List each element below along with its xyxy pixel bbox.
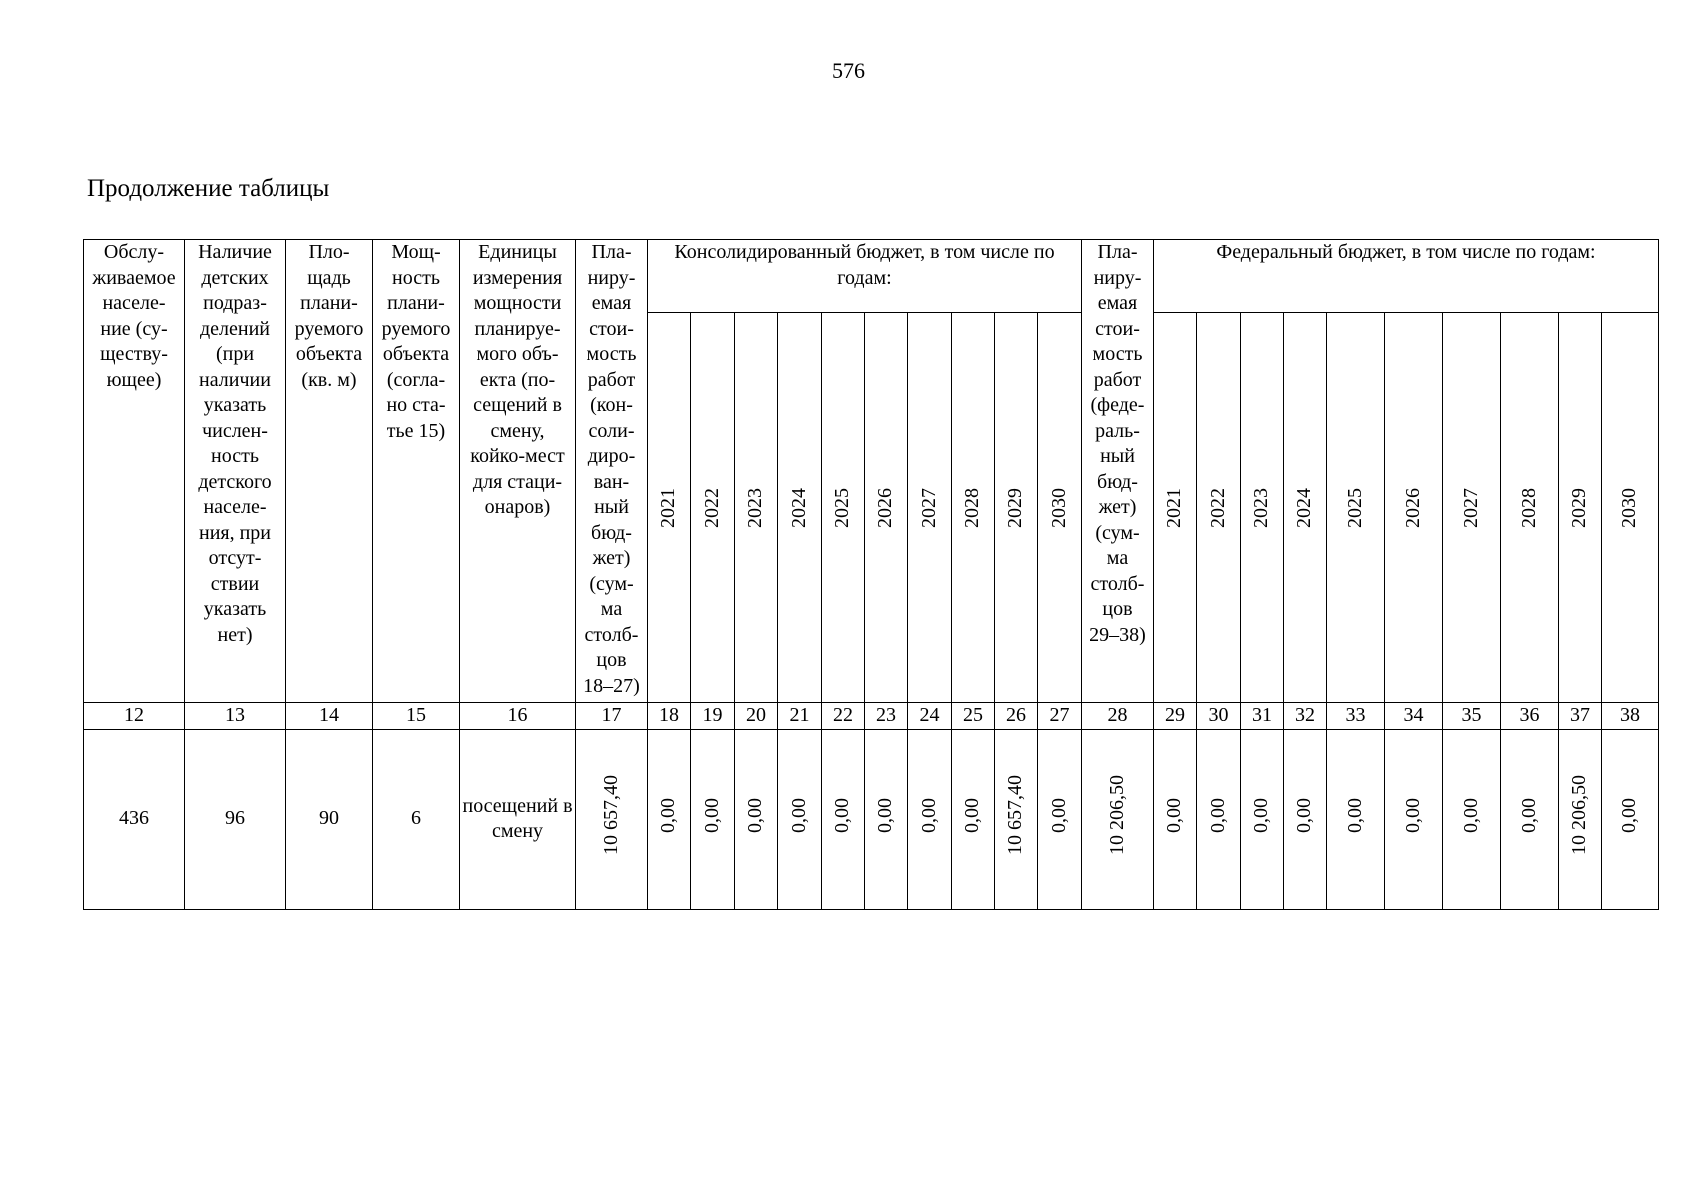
column-number: 15 <box>373 703 460 730</box>
cell-federal-year: 0,00 <box>1443 729 1501 909</box>
header-federal-year: 2021 <box>1154 313 1197 703</box>
column-number: 20 <box>735 703 778 730</box>
cell-total-federal: 10 206,50 <box>1082 729 1154 909</box>
column-number: 38 <box>1602 703 1659 730</box>
header-consolidated-budget: Консолидированный бюджет, в том числе по годам: <box>648 240 1082 313</box>
header-consolidated-year: 2025 <box>822 313 865 703</box>
column-number: 35 <box>1443 703 1501 730</box>
column-number: 29 <box>1154 703 1197 730</box>
cell-area: 90 <box>286 729 373 909</box>
column-number: 19 <box>691 703 735 730</box>
header-federal-year: 2022 <box>1197 313 1241 703</box>
column-number: 14 <box>286 703 373 730</box>
cell-federal-year: 0,00 <box>1241 729 1284 909</box>
column-number: 16 <box>460 703 576 730</box>
header-total-consolidated: Пла- ниру- емая стои- мость работ (кон- соли- диро- ван- ный бюд- жет) (сум- ма столб- цов 18–27) <box>576 240 648 703</box>
column-number: 12 <box>84 703 185 730</box>
header-served-population: Обслу- живаемое населе- ние (су- ществу- ющее) <box>84 240 185 703</box>
cell-total-consolidated: 10 657,40 <box>576 729 648 909</box>
budget-table <box>83 239 1659 910</box>
cell-children: 96 <box>185 729 286 909</box>
column-number: 24 <box>908 703 952 730</box>
cell-capacity: 6 <box>373 729 460 909</box>
header-consolidated-year: 2021 <box>648 313 691 703</box>
header-consolidated-year: 2029 <box>995 313 1038 703</box>
cell-federal-year: 0,00 <box>1197 729 1241 909</box>
cell-federal-year: 0,00 <box>1385 729 1443 909</box>
column-number: 23 <box>865 703 908 730</box>
column-number: 28 <box>1082 703 1154 730</box>
column-number: 26 <box>995 703 1038 730</box>
header-federal-year: 2030 <box>1602 313 1659 703</box>
cell-consolidated-year: 0,00 <box>735 729 778 909</box>
cell-population: 436 <box>84 729 185 909</box>
header-federal-year: 2026 <box>1385 313 1443 703</box>
header-total-federal: Пла- ниру- емая стои- мость работ (феде- раль- ный бюд- жет) (сум- ма столб- цов 29–38) <box>1082 240 1154 703</box>
header-federal-year: 2028 <box>1501 313 1559 703</box>
cell-federal-year: 0,00 <box>1327 729 1385 909</box>
cell-consolidated-year: 0,00 <box>691 729 735 909</box>
header-consolidated-year: 2024 <box>778 313 822 703</box>
cell-unit: посещений в смену <box>460 729 576 909</box>
page-number: 576 <box>832 58 865 83</box>
cell-federal-year: 0,00 <box>1154 729 1197 909</box>
column-number: 31 <box>1241 703 1284 730</box>
header-consolidated-year: 2030 <box>1038 313 1082 703</box>
cell-consolidated-year: 0,00 <box>778 729 822 909</box>
cell-consolidated-year: 10 657,40 <box>995 729 1038 909</box>
column-number: 22 <box>822 703 865 730</box>
header-federal-year: 2023 <box>1241 313 1284 703</box>
column-number: 37 <box>1559 703 1602 730</box>
column-number: 34 <box>1385 703 1443 730</box>
header-area: Пло- щадь плани- руемого объекта (кв. м) <box>286 240 373 703</box>
header-children-units: Наличие детских подраз- делений (при наличии указать числен- ность детского населе- ния, при отсут- ствии указать нет) <box>185 240 286 703</box>
column-number: 17 <box>576 703 648 730</box>
cell-federal-year: 10 206,50 <box>1559 729 1602 909</box>
header-federal-budget: Федеральный бюджет, в том числе по годам: <box>1154 240 1659 313</box>
cell-consolidated-year: 0,00 <box>1038 729 1082 909</box>
column-number: 30 <box>1197 703 1241 730</box>
column-number: 32 <box>1284 703 1327 730</box>
column-number: 25 <box>952 703 995 730</box>
header-capacity-units: Единицы измерения мощности планируе- мого объ- екта (по- сещений в смену, койко-мест для стаци- онаров) <box>460 240 576 703</box>
cell-federal-year: 0,00 <box>1284 729 1327 909</box>
cell-consolidated-year: 0,00 <box>822 729 865 909</box>
header-consolidated-year: 2022 <box>691 313 735 703</box>
header-consolidated-year: 2026 <box>865 313 908 703</box>
column-number: 21 <box>778 703 822 730</box>
table-caption: Продолжение таблицы <box>87 175 330 202</box>
header-consolidated-year: 2023 <box>735 313 778 703</box>
cell-consolidated-year: 0,00 <box>648 729 691 909</box>
header-federal-year: 2024 <box>1284 313 1327 703</box>
column-number: 18 <box>648 703 691 730</box>
cell-consolidated-year: 0,00 <box>908 729 952 909</box>
header-capacity: Мощ- ность плани- руемого объекта (согла- но ста- тье 15) <box>373 240 460 703</box>
column-number-row <box>84 703 1659 730</box>
header-federal-year: 2029 <box>1559 313 1602 703</box>
cell-federal-year: 0,00 <box>1501 729 1559 909</box>
column-number: 27 <box>1038 703 1082 730</box>
cell-federal-year: 0,00 <box>1602 729 1659 909</box>
column-number: 13 <box>185 703 286 730</box>
cell-consolidated-year: 0,00 <box>952 729 995 909</box>
header-federal-year: 2027 <box>1443 313 1501 703</box>
header-consolidated-year: 2027 <box>908 313 952 703</box>
cell-consolidated-year: 0,00 <box>865 729 908 909</box>
table-row <box>84 729 1659 909</box>
column-number: 36 <box>1501 703 1559 730</box>
header-federal-year: 2025 <box>1327 313 1385 703</box>
column-number: 33 <box>1327 703 1385 730</box>
header-consolidated-year: 2028 <box>952 313 995 703</box>
